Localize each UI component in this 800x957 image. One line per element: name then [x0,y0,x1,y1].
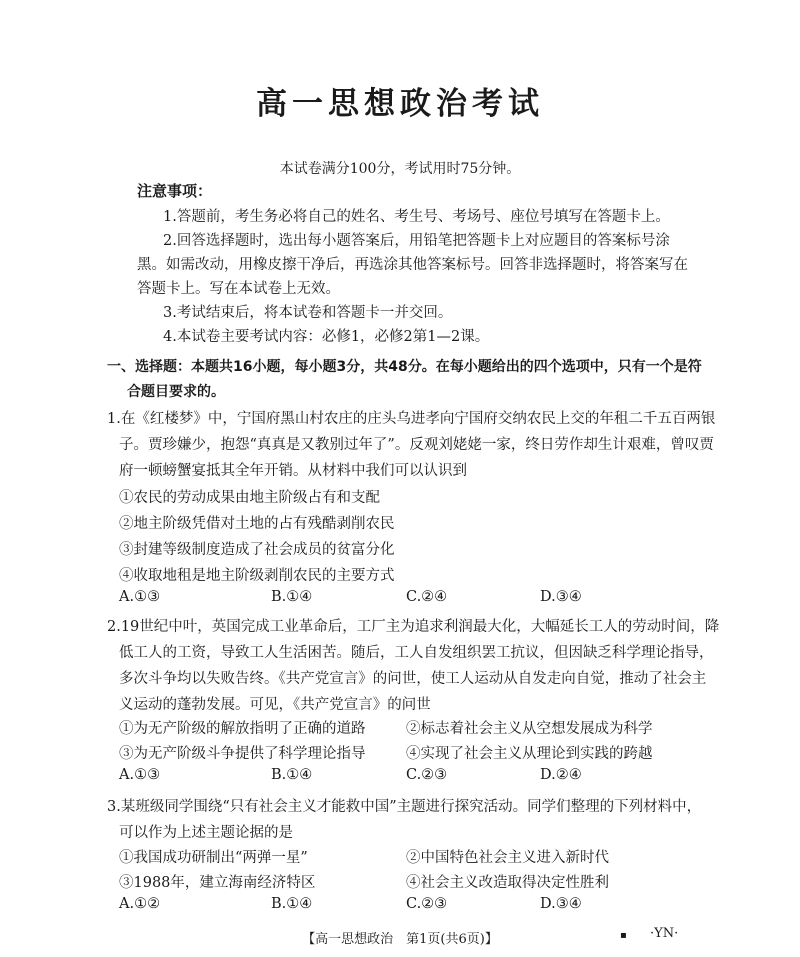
question-2-stem: 多次斗争均以失败告终。《共产党宣言》的问世，使工人运动从自发走向自觉，推动了社会主 [119,671,707,687]
notice-line: 答题卡上。写在本试卷上无效。 [137,281,340,297]
question-1-option-a: A.①③ [119,589,161,605]
section-heading-cont: 合题目要求的。 [127,384,225,400]
question-1-stem: 子。贾珍嫌少，抱怨“真真是又教别过年了”。反观刘姥姥一家，终日劳作却生计艰难，曾叹贾 [119,437,714,453]
question-2-stem: 义运动的蓬勃发展。可见，《共产党宣言》的问世 [119,697,431,713]
notice-heading: 注意事项： [137,182,213,200]
question-3-option-a: A.①② [119,896,161,912]
notice-line: 2.回答选择题时，选出每小题答案后，用铅笔把答题卡上对应题目的答案标号涂 [163,233,670,249]
question-2-option-b: B.①④ [271,767,313,783]
question-3-item: ④社会主义改造取得决定性胜利 [406,875,609,891]
question-1-item: ①农民的劳动成果由地主阶级占有和支配 [119,490,380,506]
footer-code: ·YN· [650,926,679,941]
question-1-item: ③封建等级制度造成了社会成员的贫富分化 [119,542,395,558]
question-2-option-d: D.②④ [540,767,582,783]
exam-info: 本试卷满分100分，考试用时75分钟。 [279,161,521,177]
footer-mark: ▪ [620,930,627,941]
question-3-option-b: B.①④ [271,896,313,912]
question-2-item: ①为无产阶级的解放指明了正确的道路 [119,721,366,737]
question-3-stem: 3.某班级同学围绕“只有社会主义才能救中国”主题进行探究活动。同学们整理的下列材料中， [107,799,702,815]
question-1-stem: 1.在《红楼梦》中，宁国府黑山村农庄的庄头乌进孝向宁国府交纳农民上交的年租二千五百两银 [107,411,716,427]
notice-line: 3.考试结束后，将本试卷和答题卡一并交回。 [163,305,453,321]
question-2-stem: 2.19世纪中叶，英国完成工业革命后，工厂主为追求利润最大化，大幅延长工人的劳动时间，降 [107,619,720,635]
question-3-item: ③1988年，建立海南经济特区 [119,875,316,891]
question-3-stem: 可以作为上述主题论据的是 [119,825,293,841]
question-3-item: ②中国特色社会主义进入新时代 [406,850,609,866]
question-2-option-a: A.①③ [119,767,161,783]
page-footer: 【高一思想政治 第1页(共6页)】 [302,932,498,947]
question-1-option-b: B.①④ [271,589,313,605]
question-2-option-c: C.②③ [406,767,448,783]
question-2-item: ②标志着社会主义从空想发展成为科学 [406,721,653,737]
question-1-item: ②地主阶级凭借对土地的占有残酷剥削农民 [119,516,395,532]
notice-line: 1.答题前，考生务必将自己的姓名、考生号、考场号、座位号填写在答题卡上。 [163,209,670,225]
question-2-item: ④实现了社会主义从理论到实践的跨越 [406,746,653,762]
question-1-item: ④收取地租是地主阶级剥削农民的主要方式 [119,568,395,584]
question-2-stem: 低工人的工资，导致工人生活困苦。随后，工人自发组织罢工抗议，但因缺乏科学理论指导， [119,645,714,661]
question-1-option-d: D.③④ [540,589,582,605]
section-heading: 一、选择题：本题共16小题，每小题3分，共48分。在每小题给出的四个选项中，只有一个是符 [107,359,702,375]
question-3-item: ①我国成功研制出“两弹一星” [119,850,308,866]
notice-line: 4.本试卷主要考试内容：必修1，必修2第1—2课。 [163,329,490,345]
question-2-item: ③为无产阶级斗争提供了科学理论指导 [119,746,366,762]
question-3-option-c: C.②③ [406,896,448,912]
notice-line: 黑。如需改动，用橡皮擦干净后，再选涂其他答案标号。回答非选择题时，将答案写在 [137,257,688,273]
question-1-option-c: C.②④ [406,589,448,605]
page-title: 高一思想政治考试 [256,86,544,122]
question-3-option-d: D.③④ [540,896,582,912]
question-1-stem: 府一顿螃蟹宴抵其全年开销。从材料中我们可以认识到 [119,463,467,479]
